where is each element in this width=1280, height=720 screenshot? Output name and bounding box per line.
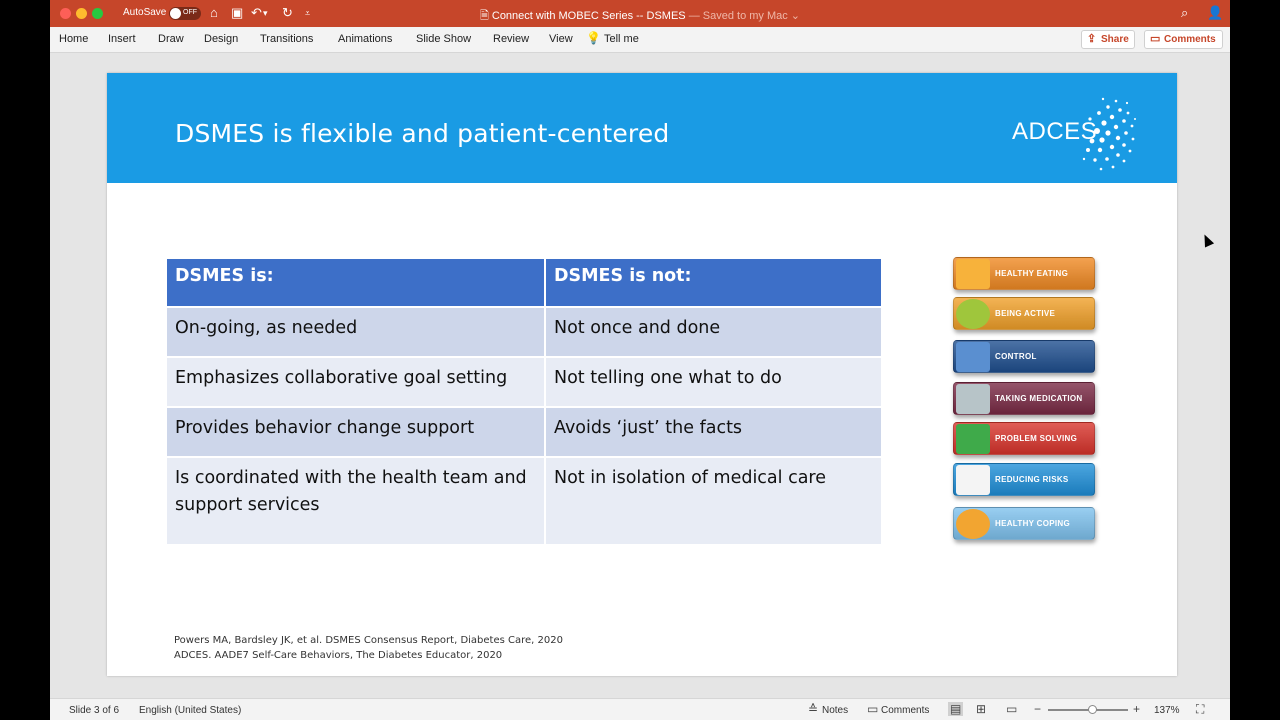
eye-chart-icon bbox=[956, 465, 990, 495]
reference-line: Powers MA, Bardsley JK, et al. DSMES Consensus Report, Diabetes Care, 2020 bbox=[174, 635, 563, 646]
language-indicator[interactable]: English (United States) bbox=[139, 705, 242, 716]
undo-icon[interactable]: ↶ bbox=[251, 5, 262, 20]
zoom-slider-handle[interactable] bbox=[1088, 705, 1097, 714]
column-header-is[interactable]: DSMES is: bbox=[167, 259, 545, 307]
table-row bbox=[167, 307, 881, 357]
column-header-is-not[interactable]: DSMES is not: bbox=[545, 259, 881, 307]
document-icon: 🗎 bbox=[479, 10, 489, 22]
comments-label: Comments bbox=[1164, 34, 1216, 45]
save-icon[interactable]: ▣ bbox=[231, 5, 244, 20]
orange-fruit-icon bbox=[956, 259, 990, 289]
document-status: — Saved to my Mac ⌄ bbox=[688, 10, 801, 22]
adces-logo bbox=[1012, 93, 1137, 173]
puzzle-piece-icon bbox=[956, 424, 990, 454]
table-header-row bbox=[167, 259, 881, 307]
document-title bbox=[50, 7, 1230, 26]
slide-title[interactable]: DSMES is flexible and patient-centered bbox=[175, 119, 670, 148]
slide-sorter-icon[interactable]: ⊞ bbox=[976, 702, 987, 716]
behavior-taking-medication[interactable] bbox=[953, 382, 1095, 415]
home-icon[interactable]: ⌂ bbox=[210, 5, 218, 20]
behavior-healthy-coping[interactable] bbox=[953, 507, 1095, 540]
table-cell[interactable]: Not in isolation of medical care bbox=[545, 457, 881, 544]
redo-icon[interactable]: ↻ bbox=[282, 5, 293, 20]
dsmes-comparison-table[interactable] bbox=[167, 259, 881, 544]
tab-slide-show[interactable]: Slide Show bbox=[416, 33, 472, 45]
tab-design[interactable]: Design bbox=[204, 33, 239, 45]
notes-button[interactable]: Notes bbox=[822, 705, 849, 716]
status-comments-button[interactable]: Comments bbox=[881, 705, 930, 716]
zoom-in-icon[interactable]: + bbox=[1133, 702, 1141, 716]
tab-view[interactable]: View bbox=[549, 33, 573, 45]
behavior-label: REDUCING RISKS bbox=[995, 475, 1069, 484]
tab-animations[interactable]: Animations bbox=[338, 33, 393, 45]
behavior-label: TAKING MEDICATION bbox=[995, 394, 1083, 403]
table-row bbox=[167, 407, 881, 457]
behavior-label: BEING ACTIVE bbox=[995, 309, 1056, 318]
comments-button[interactable] bbox=[1144, 30, 1223, 49]
table-cell[interactable]: Avoids ‘just’ the facts bbox=[545, 407, 881, 457]
share-icon: ⇪ bbox=[1087, 33, 1097, 45]
table-row bbox=[167, 457, 881, 544]
notes-icon: ≙ bbox=[808, 702, 819, 716]
powerpoint-window bbox=[50, 0, 1230, 720]
logo-wordmark: ADCES bbox=[1012, 118, 1098, 145]
autosave-state: OFF bbox=[183, 9, 197, 16]
behavior-control[interactable] bbox=[953, 340, 1095, 373]
behavior-label: HEALTHY EATING bbox=[995, 269, 1069, 278]
behavior-healthy-eating[interactable] bbox=[953, 257, 1095, 290]
table-cell[interactable]: Not telling one what to do bbox=[545, 357, 881, 407]
tab-transitions[interactable]: Transitions bbox=[260, 33, 314, 45]
behavior-being-active[interactable] bbox=[953, 297, 1095, 330]
share-button[interactable] bbox=[1081, 30, 1135, 49]
fit-to-window-icon[interactable]: ⛶ bbox=[1196, 702, 1205, 716]
table-cell[interactable]: Is coordinated with the health team and support services bbox=[167, 457, 545, 544]
behavior-label: PROBLEM SOLVING bbox=[995, 434, 1078, 443]
status-bar bbox=[50, 698, 1230, 720]
table-cell[interactable]: Provides behavior change support bbox=[167, 407, 545, 457]
normal-view-icon[interactable]: ▤ bbox=[950, 702, 962, 716]
share-label: Share bbox=[1101, 34, 1129, 45]
lightbulb-icon: 💡 bbox=[586, 31, 601, 45]
zoom-out-icon[interactable]: − bbox=[1034, 702, 1042, 716]
pill-bottle-icon bbox=[956, 384, 990, 414]
tab-insert[interactable]: Insert bbox=[108, 33, 136, 45]
comments-icon: ▭ bbox=[867, 702, 879, 716]
tennis-ball-icon bbox=[956, 299, 990, 329]
table-cell[interactable]: On-going, as needed bbox=[167, 307, 545, 357]
account-icon[interactable]: 👤 bbox=[1207, 5, 1224, 20]
slide-header-banner bbox=[107, 73, 1177, 183]
tab-draw[interactable]: Draw bbox=[158, 33, 184, 45]
undo-dropdown-icon[interactable]: ▾ bbox=[263, 8, 268, 18]
table-cell[interactable]: Not once and done bbox=[545, 307, 881, 357]
title-bar bbox=[50, 0, 1230, 27]
autosave-label: AutoSave bbox=[123, 7, 167, 18]
tab-review[interactable]: Review bbox=[493, 33, 530, 45]
document-name: Connect with MOBEC Series -- DSMES bbox=[491, 10, 686, 22]
customize-toolbar-icon[interactable]: ⩡ bbox=[305, 8, 311, 18]
ribbon-tabs bbox=[50, 27, 1230, 53]
slide-canvas[interactable] bbox=[107, 73, 1177, 676]
comment-icon: ▭ bbox=[1150, 33, 1161, 45]
tab-home[interactable]: Home bbox=[59, 33, 89, 45]
table-row bbox=[167, 357, 881, 407]
behavior-problem-solving[interactable] bbox=[953, 422, 1095, 455]
sun-face-icon bbox=[956, 509, 990, 539]
behavior-reducing-risks[interactable] bbox=[953, 463, 1095, 496]
glucose-meter-icon bbox=[956, 342, 990, 372]
search-icon[interactable]: ⌕ bbox=[1181, 5, 1189, 20]
reference-line: ADCES. AADE7 Self-Care Behaviors, The Diabetes Educator, 2020 bbox=[174, 650, 503, 661]
slide-indicator: Slide 3 of 6 bbox=[69, 705, 120, 716]
behavior-label: CONTROL bbox=[995, 352, 1037, 361]
table-cell[interactable]: Emphasizes collaborative goal setting bbox=[167, 357, 545, 407]
references[interactable] bbox=[174, 633, 563, 663]
tell-me-search[interactable]: Tell me bbox=[604, 33, 639, 45]
presenter-view-icon[interactable]: ▭ bbox=[1006, 702, 1018, 716]
zoom-level[interactable]: 137% bbox=[1154, 705, 1180, 716]
behavior-label: HEALTHY COPING bbox=[995, 519, 1071, 528]
slide-editing-area[interactable] bbox=[50, 53, 1230, 698]
